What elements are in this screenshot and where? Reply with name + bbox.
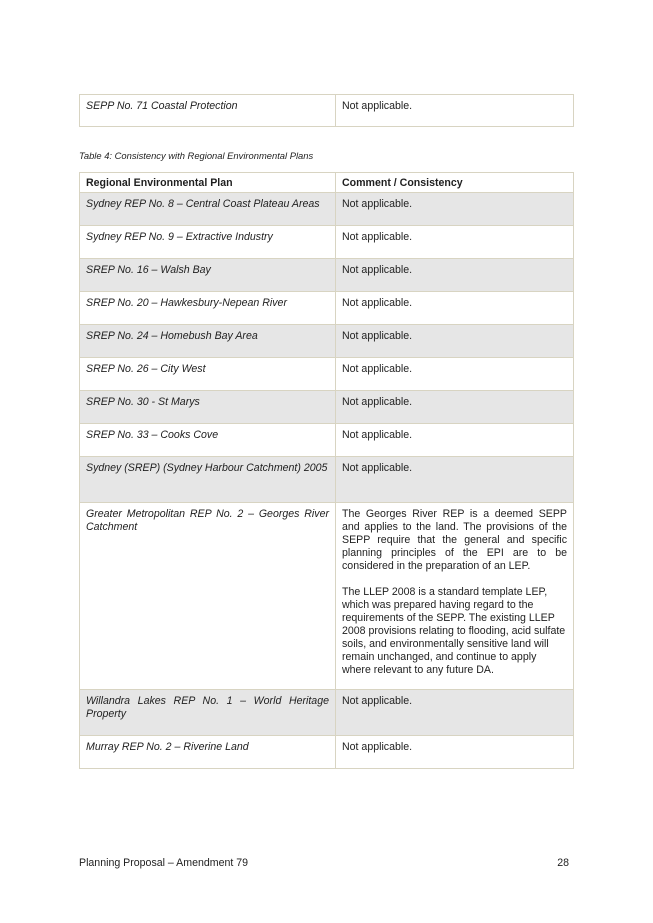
header-comment: Comment / Consistency <box>336 173 574 193</box>
comment-cell: Not applicable. <box>336 457 574 503</box>
comment-cell: Not applicable. <box>336 226 574 259</box>
plan-cell: Willandra Lakes REP No. 1 – World Heritage Property <box>80 690 336 736</box>
plan-cell: Greater Metropolitan REP No. 2 – Georges River Catchment <box>80 503 336 690</box>
comment-cell: Not applicable. <box>336 325 574 358</box>
comment-cell: Not applicable. <box>336 690 574 736</box>
table-row <box>80 424 574 457</box>
comment-cell: Not applicable. <box>336 259 574 292</box>
plan-cell: SREP No. 26 – City West <box>80 358 336 391</box>
plan-cell: SREP No. 16 – Walsh Bay <box>80 259 336 292</box>
plan-cell: Sydney REP No. 9 – Extractive Industry <box>80 226 336 259</box>
page-number: 28 <box>557 857 569 869</box>
plan-cell: Sydney (SREP) (Sydney Harbour Catchment) 2005 <box>80 457 336 503</box>
comment-cell <box>336 503 574 690</box>
table-row <box>80 259 574 292</box>
comment-cell: Not applicable. <box>336 391 574 424</box>
plan-cell: SREP No. 33 – Cooks Cove <box>80 424 336 457</box>
sepp-table <box>79 94 574 127</box>
comment-cell: Not applicable. <box>336 95 574 127</box>
comment-cell: Not applicable. <box>336 292 574 325</box>
table-row <box>80 358 574 391</box>
plan-cell: Sydney REP No. 8 – Central Coast Plateau Areas <box>80 193 336 226</box>
plan-cell: Murray REP No. 2 – Riverine Land <box>80 736 336 769</box>
table-row <box>80 193 574 226</box>
comment-paragraph: The LLEP 2008 is a standard template LEP, which was prepared having regard to the requirements of the SEPP. The existing LLEP 2008 provisions relating to flooding, acid sulfate soils, and environmentally sensitive land will remain unchanged, and continue to apply where relevant to any future DA. <box>342 586 566 676</box>
plan-cell: SREP No. 24 – Homebush Bay Area <box>80 325 336 358</box>
regional-plans-table <box>79 172 574 769</box>
plan-cell: SREP No. 20 – Hawkesbury-Nepean River <box>80 292 336 325</box>
comment-cell: Not applicable. <box>336 358 574 391</box>
comment-paragraph: The Georges River REP is a deemed SEPP and applies to the land. The provisions of the SEPP require that the general and specific planning principles of the EPI are to be considered in the preparation of an LEP. <box>342 508 567 572</box>
table-row <box>80 503 574 690</box>
comment-cell: Not applicable. <box>336 424 574 457</box>
table-row <box>80 226 574 259</box>
table-row <box>80 391 574 424</box>
comment-cell: Not applicable. <box>336 736 574 769</box>
header-plan: Regional Environmental Plan <box>80 173 336 193</box>
plan-cell: SREP No. 30 - St Marys <box>80 391 336 424</box>
footer-title: Planning Proposal – Amendment 79 <box>79 857 249 869</box>
table-row <box>80 736 574 769</box>
table-caption: Table 4: Consistency with Regional Environmental Plans <box>79 150 314 161</box>
comment-cell: Not applicable. <box>336 193 574 226</box>
table-row <box>80 95 574 127</box>
table-header-row <box>80 173 574 193</box>
table-row <box>80 292 574 325</box>
plan-cell: SEPP No. 71 Coastal Protection <box>80 95 336 127</box>
table-row <box>80 457 574 503</box>
table-row <box>80 690 574 736</box>
table-row <box>80 325 574 358</box>
